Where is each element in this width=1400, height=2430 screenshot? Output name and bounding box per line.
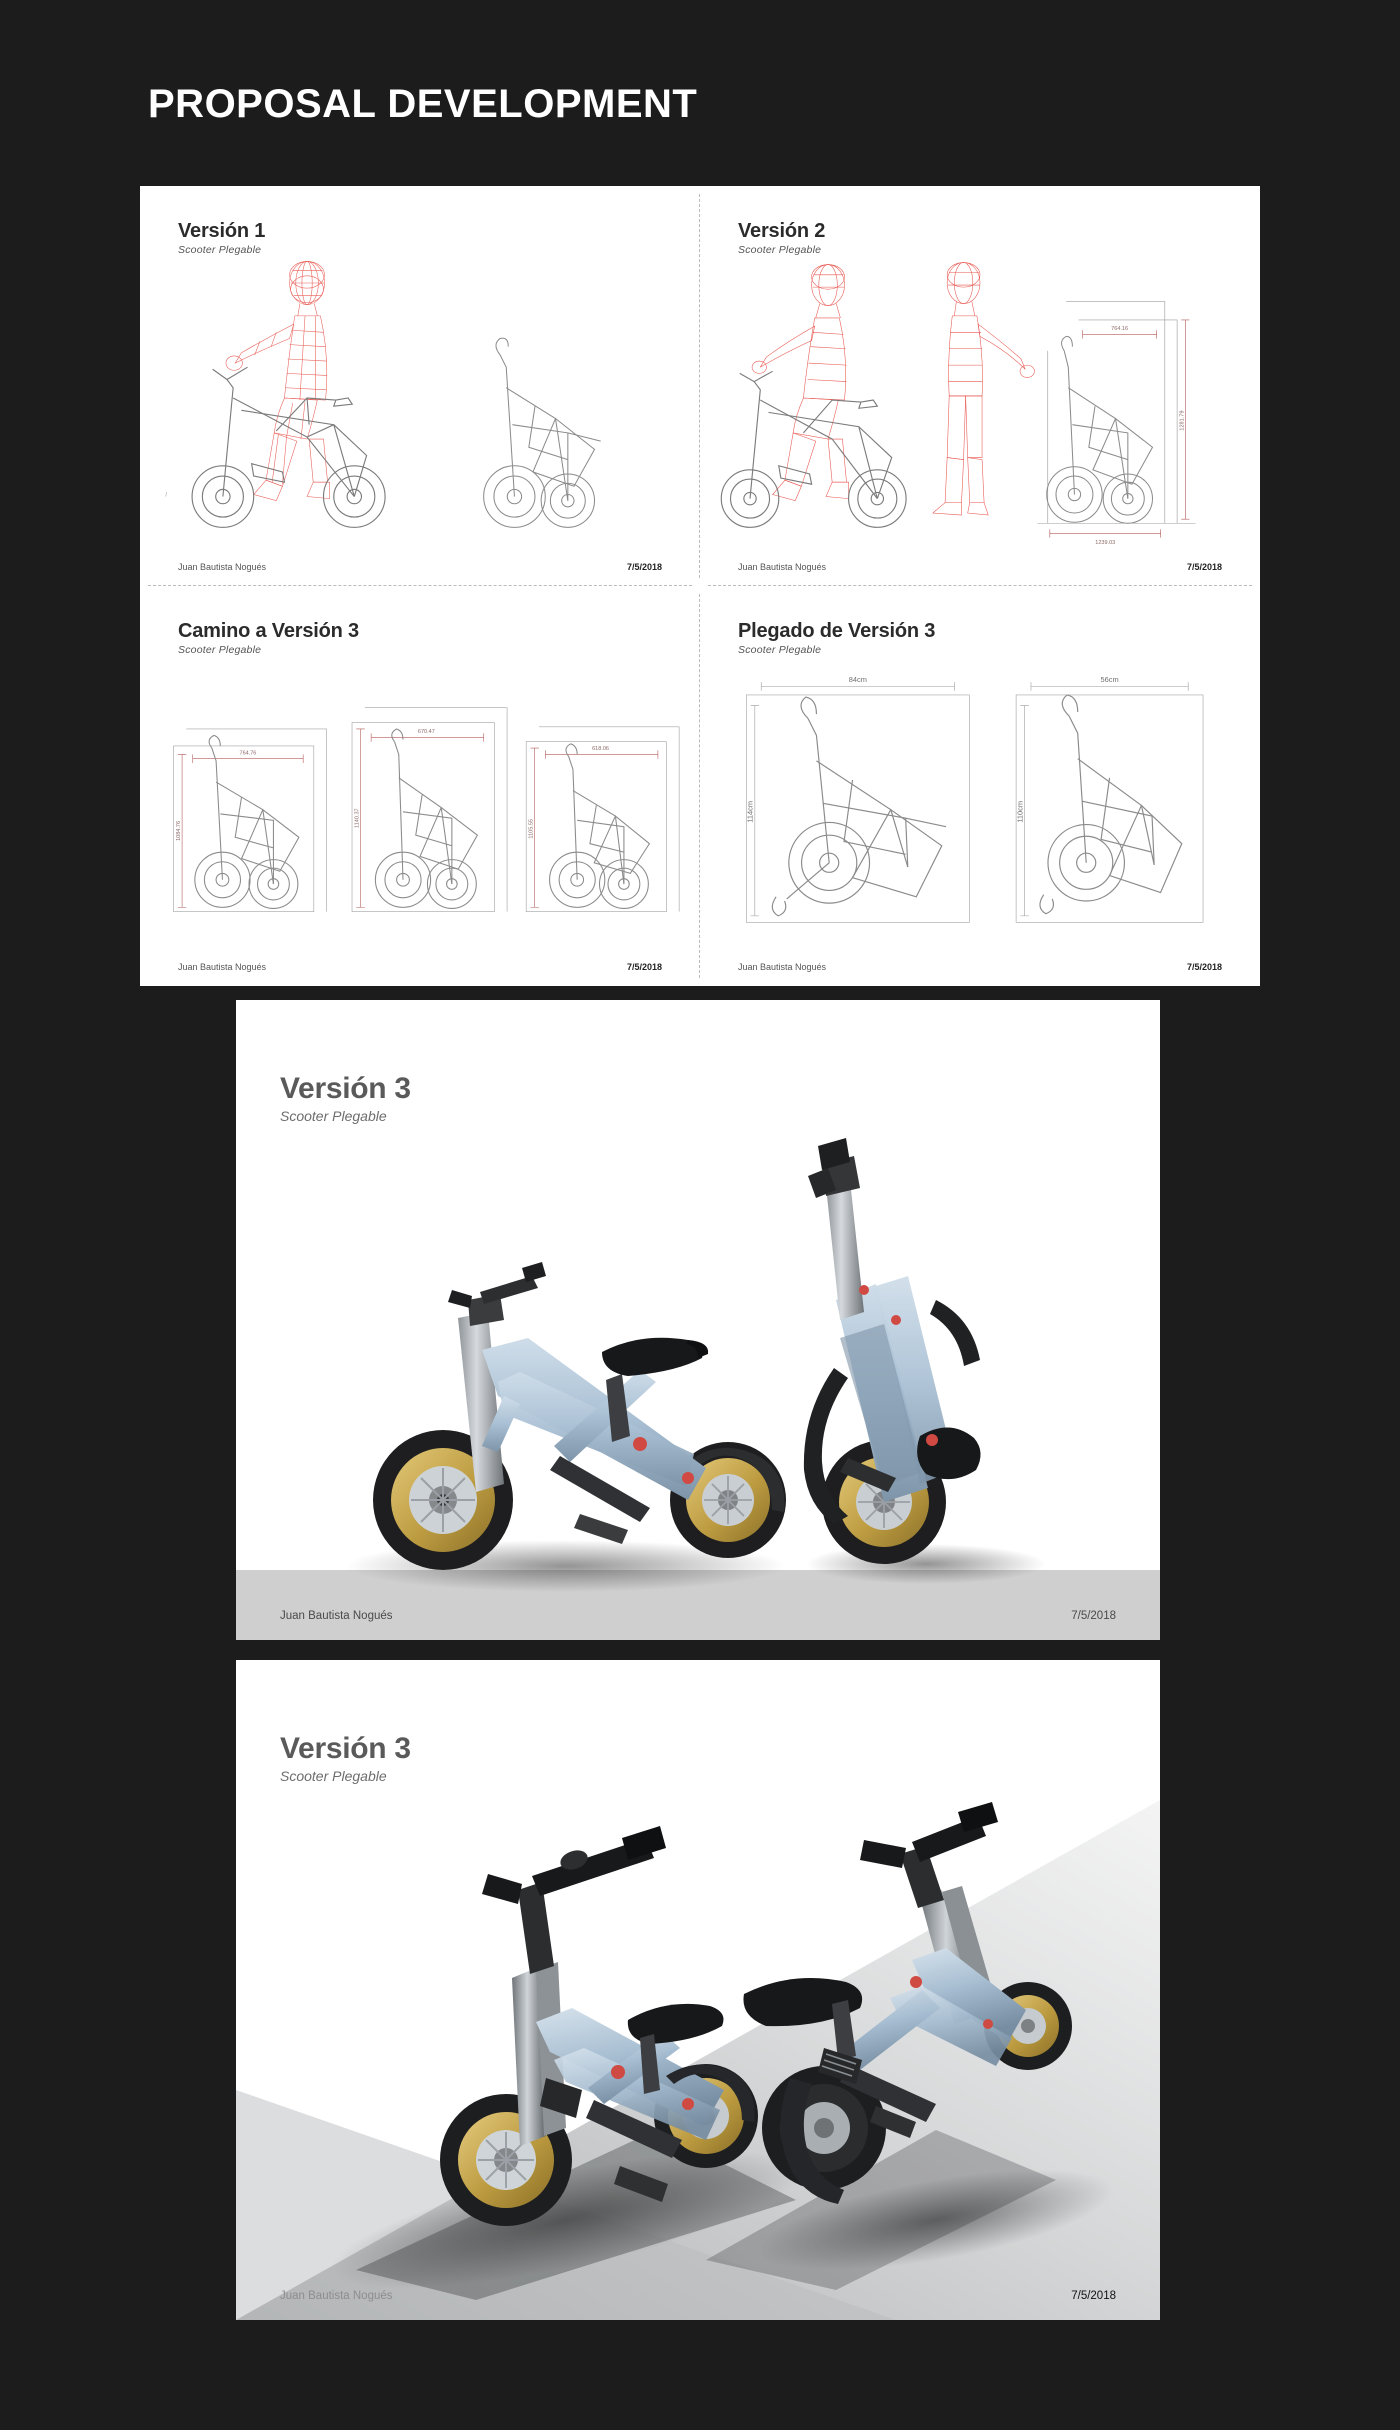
sheet-author: Juan Bautista Nogués [738,962,827,972]
svg-text:56cm: 56cm [1100,675,1119,685]
svg-text:110cm: 110cm [1015,800,1025,823]
page-title: PROPOSAL DEVELOPMENT [148,82,698,126]
sheet-title: Camino a Versión 3 [178,620,359,642]
render-sheet-version-3-perspective [236,1660,1160,2320]
sheet-footer [178,962,662,972]
sheet-date: 7/5/2018 [626,562,662,572]
render-footer [280,2290,1116,2302]
sheet-subtitle: Scooter Plegable [738,644,822,656]
sheet-version-1 [140,186,700,586]
sheet-footer [738,562,1222,572]
drawing-camino-version-3 [140,644,700,952]
sheet-author: Juan Bautista Nogués [178,962,267,972]
sheet-footer [738,962,1222,972]
sheet-title: Versión 1 [178,220,266,242]
svg-text:670.47: 670.47 [417,729,435,736]
sheet-camino-version-3 [140,586,700,986]
svg-text:764.76: 764.76 [239,750,257,757]
svg-text:84cm: 84cm [848,675,867,685]
sheet-title: Plegado de Versión 3 [738,620,936,642]
sheet-version-2 [700,186,1260,586]
technical-sheet-grid [140,186,1260,986]
sheet-subtitle: Scooter Plegable [178,644,262,656]
sheet-footer [178,562,662,572]
sheet-subtitle: Scooter Plegable [738,244,822,256]
drawing-version-1 [140,244,700,552]
svg-text:618.06: 618.06 [592,746,609,753]
render-sheet-version-3-side [236,1000,1160,1640]
render-author: Juan Bautista Nogués [280,1610,393,1622]
svg-text:1239.03: 1239.03 [1095,539,1116,546]
sheet-author: Juan Bautista Nogués [738,562,827,572]
sheet-title: Versión 2 [738,220,826,242]
render-heading [280,1732,411,1784]
drawing-version-2 [700,244,1260,552]
svg-text:114cm: 114cm [745,800,755,823]
sheet-date: 7/5/2018 [1186,562,1222,572]
render-date: 7/5/2018 [1071,2290,1116,2302]
sheet-date: 7/5/2018 [1186,962,1222,972]
svg-text:/: / [165,491,168,499]
render-subtitle: Scooter Plegable [280,1768,387,1784]
render-title: Versión 3 [280,1072,411,1105]
sheet-author: Juan Bautista Nogués [178,562,267,572]
drawing-plegado-version-3 [700,644,1260,952]
svg-text:764.16: 764.16 [1111,326,1129,333]
render-footer [280,1610,1116,1622]
svg-text:1084.76: 1084.76 [175,820,182,841]
render-title: Versión 3 [280,1732,411,1765]
svg-text:1281.79: 1281.79 [1179,410,1186,431]
render-heading [280,1072,411,1124]
sheet-plegado-version-3 [700,586,1260,986]
svg-text:1140.37: 1140.37 [354,808,361,828]
render-date: 7/5/2018 [1071,1610,1116,1622]
svg-text:1105.55: 1105.55 [528,819,535,839]
sheet-subtitle: Scooter Plegable [178,244,262,256]
render-subtitle: Scooter Plegable [280,1108,387,1124]
render-author: Juan Bautista Nogués [280,2290,393,2302]
sheet-date: 7/5/2018 [626,962,662,972]
